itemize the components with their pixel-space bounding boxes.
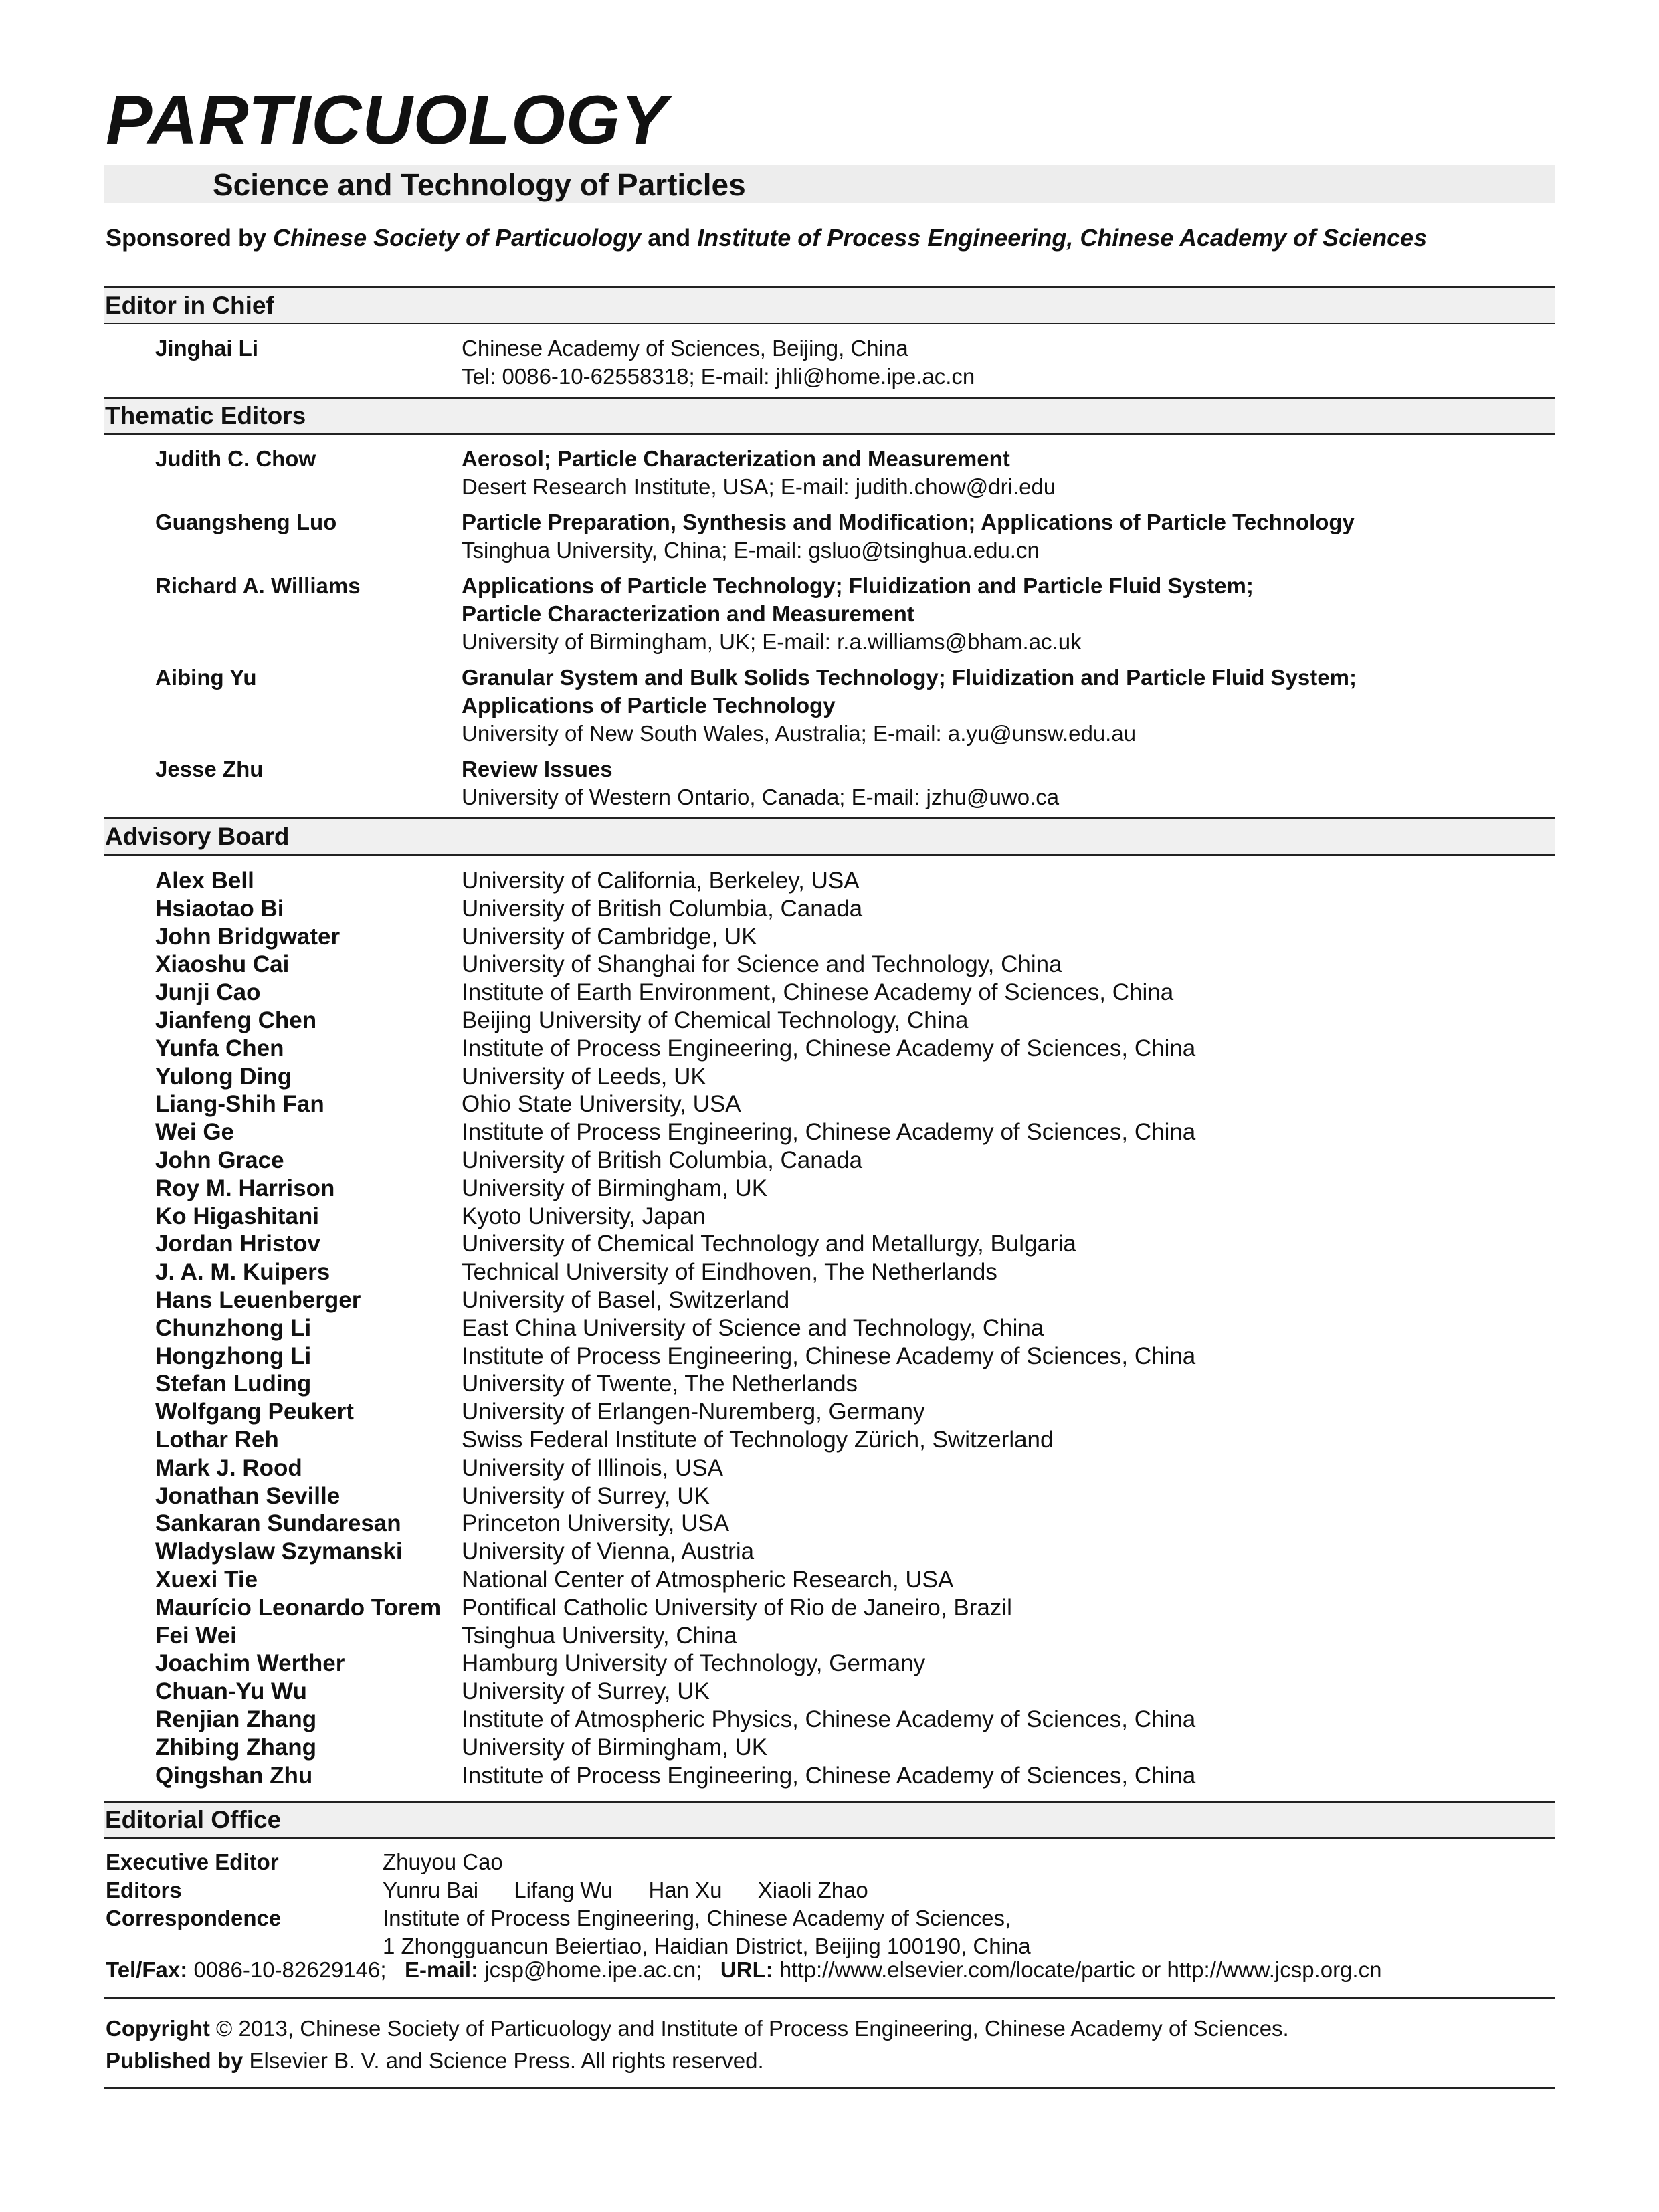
url-label: URL:	[720, 1957, 773, 1982]
member-affiliation: Pontifical Catholic University of Rio de Janeiro, Brazil	[462, 1594, 1012, 1621]
advisory-board-member	[155, 1538, 1195, 1566]
thematic-editor-affiliation: University of Birmingham, UK; E-mail: r.a.williams@bham.ac.uk	[462, 629, 1082, 654]
member-affiliation: Institute of Process Engineering, Chinese Academy of Sciences, China	[462, 1762, 1196, 1789]
member-name: Alex Bell	[155, 868, 254, 894]
member-name: Maurício Leonardo Torem	[155, 1594, 442, 1621]
section-heading-advisory-board	[104, 817, 1555, 856]
advisory-board-member	[155, 1566, 1195, 1594]
thematic-editor-name: Aibing Yu	[155, 665, 257, 690]
published-text: Elsevier B. V. and Science Press. All rights reserved.	[249, 2048, 764, 2073]
member-name: Xuexi Tie	[155, 1566, 258, 1593]
member-name: Xiaoshu Cai	[155, 951, 290, 978]
advisory-board-member	[155, 1342, 1195, 1371]
member-affiliation: Princeton University, USA	[462, 1510, 730, 1537]
section-title: Advisory Board	[105, 823, 290, 850]
sponsor-org-1: Chinese Society of Particuology	[273, 224, 642, 252]
thematic-editor-name: Richard A. Williams	[155, 573, 361, 598]
member-affiliation: Institute of Earth Environment, Chinese Academy of Sciences, China	[462, 979, 1174, 1006]
thematic-editor-topic: Particle Preparation, Synthesis and Modification; Applications of Particle Technology	[462, 510, 1355, 534]
advisory-board-member	[155, 1706, 1195, 1734]
correspondence-label: Correspondence	[106, 1906, 282, 1930]
member-affiliation: Tsinghua University, China	[462, 1622, 737, 1649]
member-affiliation: University of Twente, The Netherlands	[462, 1371, 858, 1397]
editor-in-chief-affiliation: Chinese Academy of Sciences, Beijing, China	[462, 336, 908, 361]
thematic-editor-affiliation: Desert Research Institute, USA; E-mail: judith.chow@dri.edu	[462, 474, 1056, 499]
advisory-board-member	[155, 1175, 1195, 1203]
member-affiliation: University of Vienna, Austria	[462, 1538, 755, 1565]
advisory-board-member	[155, 1370, 1195, 1398]
section-heading-thematic-editors	[104, 397, 1555, 435]
thematic-editor-topic: Review Issues	[462, 757, 613, 781]
member-affiliation: Technical University of Eindhoven, The Netherlands	[462, 1259, 997, 1286]
telfax-label: Tel/Fax:	[106, 1957, 188, 1982]
member-name: Lothar Reh	[155, 1426, 279, 1453]
member-affiliation: University of British Columbia, Canada	[462, 1146, 863, 1173]
editor-in-chief-name: Jinghai Li	[155, 336, 259, 361]
member-affiliation: University of Birmingham, UK	[462, 1734, 768, 1761]
correspondence-line-2: 1 Zhongguancun Beiertiao, Haidian District, Beijing 100190, China	[383, 1934, 1031, 1958]
member-affiliation: Institute of Process Engineering, Chinese Academy of Sciences, China	[462, 1119, 1196, 1146]
sponsor-prefix: Sponsored by	[106, 224, 267, 252]
advisory-board-member	[155, 1398, 1195, 1426]
thematic-editor-affiliation: Tsinghua University, China; E-mail: gsluo@tsinghua.edu.cn	[462, 538, 1040, 563]
editors-names	[383, 1876, 898, 1904]
editor-name: Lifang Wu	[514, 1878, 613, 1902]
member-name: Jonathan Seville	[155, 1482, 340, 1509]
thematic-editor-affiliation: University of New South Wales, Australia; E-mail: a.yu@unsw.edu.au	[462, 721, 1137, 746]
advisory-board-member	[155, 1510, 1195, 1538]
member-name: Roy M. Harrison	[155, 1175, 335, 1201]
thematic-editor-name: Jesse Zhu	[155, 757, 264, 781]
copyright-label: Copyright	[106, 2016, 210, 2041]
member-name: Hongzhong Li	[155, 1342, 312, 1369]
member-affiliation: Kyoto University, Japan	[462, 1203, 706, 1229]
member-affiliation: Swiss Federal Institute of Technology Zürich, Switzerland	[462, 1426, 1054, 1453]
member-affiliation: University of Illinois, USA	[462, 1454, 723, 1481]
member-affiliation: University of Leeds, UK	[462, 1063, 706, 1090]
member-name: John Grace	[155, 1146, 284, 1173]
member-name: Wei Ge	[155, 1119, 235, 1146]
advisory-board-member	[155, 1762, 1195, 1790]
member-affiliation: Institute of Process Engineering, Chinese Academy of Sciences, China	[462, 1035, 1196, 1062]
footer-divider-top	[104, 1997, 1555, 1999]
advisory-board-member	[155, 950, 1195, 979]
member-name: Jordan Hristov	[155, 1231, 320, 1258]
advisory-board-member	[155, 1482, 1195, 1510]
editors-label: Editors	[106, 1878, 182, 1902]
section-title: Editorial Office	[105, 1806, 282, 1833]
member-affiliation: University of British Columbia, Canada	[462, 895, 863, 922]
member-name: Hans Leuenberger	[155, 1286, 361, 1313]
member-affiliation: University of Cambridge, UK	[462, 923, 757, 950]
member-name: Sankaran Sundaresan	[155, 1510, 401, 1537]
executive-editor-label: Executive Editor	[106, 1849, 279, 1874]
contact-line	[106, 1956, 1381, 1984]
member-name: Wladyslaw Szymanski	[155, 1538, 403, 1565]
advisory-board-member	[155, 1035, 1195, 1063]
advisory-board-member	[155, 1146, 1195, 1175]
sponsor-line	[106, 222, 1427, 254]
member-affiliation: University of Erlangen-Nuremberg, Germany	[462, 1399, 925, 1425]
advisory-board-member	[155, 1286, 1195, 1314]
member-affiliation: Beijing University of Chemical Technology, China	[462, 1007, 969, 1033]
member-name: Mark J. Rood	[155, 1454, 302, 1481]
correspondence-line-1: Institute of Process Engineering, Chinese Academy of Sciences,	[383, 1906, 1011, 1930]
copyright-text: © 2013, Chinese Society of Particuology and Institute of Process Engineering, Chinese Academy of Sciences.	[216, 2016, 1289, 2041]
editor-name: Yunru Bai	[383, 1878, 479, 1902]
advisory-board-member	[155, 895, 1195, 923]
member-affiliation: Institute of Atmospheric Physics, Chinese Academy of Sciences, China	[462, 1706, 1196, 1732]
thematic-editor-topic-continued: Particle Characterization and Measurement	[462, 601, 914, 626]
thematic-editor-details	[462, 664, 1357, 748]
member-affiliation: University of Birmingham, UK	[462, 1175, 768, 1201]
member-name: J. A. M. Kuipers	[155, 1259, 330, 1286]
journal-url[interactable]: http://www.elsevier.com/locate/partic or http://www.jcsp.org.cn	[779, 1957, 1382, 1982]
journal-subtitle: Science and Technology of Particles	[213, 167, 746, 202]
advisory-board-member	[155, 1090, 1195, 1118]
advisory-board-member	[155, 1678, 1195, 1706]
member-affiliation: University of Basel, Switzerland	[462, 1286, 790, 1313]
member-name: Yunfa Chen	[155, 1035, 284, 1062]
thematic-editor-details	[462, 572, 1254, 656]
published-label: Published by	[106, 2048, 243, 2073]
member-name: Chuan-Yu Wu	[155, 1678, 307, 1705]
advisory-board-member	[155, 1594, 1195, 1622]
advisory-board-member	[155, 1258, 1195, 1286]
member-affiliation: National Center of Atmospheric Research, USA	[462, 1566, 954, 1593]
section-heading-editorial-office	[104, 1801, 1555, 1839]
section-heading-editor-in-chief	[104, 286, 1555, 324]
advisory-board-member	[155, 923, 1195, 951]
copyright-line	[106, 2015, 1289, 2043]
email-label: E-mail:	[405, 1957, 479, 1982]
member-name: Junji Cao	[155, 979, 261, 1006]
executive-editor-name: Zhuyou Cao	[383, 1849, 503, 1874]
advisory-board-member	[155, 979, 1195, 1007]
member-affiliation: University of California, Berkeley, USA	[462, 868, 860, 894]
thematic-editor-topic: Aerosol; Particle Characterization and Measurement	[462, 446, 1010, 471]
editor-name: Han Xu	[648, 1878, 722, 1902]
published-line	[106, 2047, 764, 2075]
member-name: Fei Wei	[155, 1622, 237, 1649]
advisory-board-member	[155, 867, 1195, 895]
editor-in-chief-contact: Tel: 0086-10-62558318; E-mail: jhli@home.ipe.ac.cn	[462, 364, 975, 389]
member-affiliation: University of Surrey, UK	[462, 1482, 710, 1509]
advisory-board-member	[155, 1230, 1195, 1258]
member-name: Stefan Luding	[155, 1371, 312, 1397]
advisory-board-member	[155, 1063, 1195, 1091]
member-affiliation: Hamburg University of Technology, Germany	[462, 1650, 926, 1677]
member-name: Zhibing Zhang	[155, 1734, 317, 1761]
sponsor-and: and	[648, 224, 691, 252]
sponsor-org-2: Institute of Process Engineering, Chinese Academy of Sciences	[697, 224, 1428, 252]
member-name: Liang-Shih Fan	[155, 1091, 324, 1118]
advisory-board-member	[155, 1007, 1195, 1035]
advisory-board-list	[155, 867, 1195, 1789]
advisory-board-member	[155, 1454, 1195, 1482]
member-name: Hsiaotao Bi	[155, 895, 284, 922]
thematic-editor-name: Judith C. Chow	[155, 446, 316, 471]
member-affiliation: Ohio State University, USA	[462, 1091, 741, 1118]
thematic-editor-details	[462, 445, 1056, 501]
email-address: jcsp@home.ipe.ac.cn;	[484, 1957, 702, 1982]
advisory-board-member	[155, 1203, 1195, 1231]
journal-title: PARTICUOLOGY	[106, 82, 668, 159]
member-affiliation: East China University of Science and Technology, China	[462, 1314, 1044, 1341]
member-name: Yulong Ding	[155, 1063, 292, 1090]
editor-in-chief-details	[462, 334, 975, 391]
member-name: Qingshan Zhu	[155, 1762, 313, 1789]
member-name: Ko Higashitani	[155, 1203, 320, 1229]
advisory-board-member	[155, 1622, 1195, 1650]
correspondence-address	[383, 1904, 1031, 1960]
member-name: John Bridgwater	[155, 923, 340, 950]
member-affiliation: University of Shanghai for Science and Technology, China	[462, 951, 1062, 978]
thematic-editor-details	[462, 508, 1355, 565]
advisory-board-member	[155, 1314, 1195, 1342]
section-title: Thematic Editors	[105, 402, 306, 429]
thematic-editor-topic: Granular System and Bulk Solids Technology; Fluidization and Particle Fluid System;	[462, 665, 1357, 690]
member-name: Renjian Zhang	[155, 1706, 317, 1732]
section-title: Editor in Chief	[105, 292, 274, 319]
thematic-editor-affiliation: University of Western Ontario, Canada; E-mail: jzhu@uwo.ca	[462, 785, 1060, 809]
member-affiliation: University of Surrey, UK	[462, 1678, 710, 1705]
member-name: Joachim Werther	[155, 1650, 345, 1677]
member-name: Jianfeng Chen	[155, 1007, 317, 1033]
member-affiliation: University of Chemical Technology and Metallurgy, Bulgaria	[462, 1231, 1076, 1258]
member-name: Wolfgang Peukert	[155, 1399, 354, 1425]
thematic-editor-details	[462, 755, 1059, 811]
member-affiliation: Institute of Process Engineering, Chinese Academy of Sciences, China	[462, 1342, 1196, 1369]
advisory-board-member	[155, 1734, 1195, 1762]
member-name: Chunzhong Li	[155, 1314, 312, 1341]
advisory-board-member	[155, 1426, 1195, 1454]
telfax-number: 0086-10-82629146;	[193, 1957, 387, 1982]
footer-divider-bottom	[104, 2087, 1555, 2089]
thematic-editor-topic-continued: Applications of Particle Technology	[462, 693, 836, 718]
advisory-board-member	[155, 1118, 1195, 1146]
thematic-editor-name: Guangsheng Luo	[155, 510, 337, 534]
advisory-board-member	[155, 1649, 1195, 1678]
editor-name: Xiaoli Zhao	[757, 1878, 868, 1902]
thematic-editor-topic: Applications of Particle Technology; Fluidization and Particle Fluid System;	[462, 573, 1254, 598]
